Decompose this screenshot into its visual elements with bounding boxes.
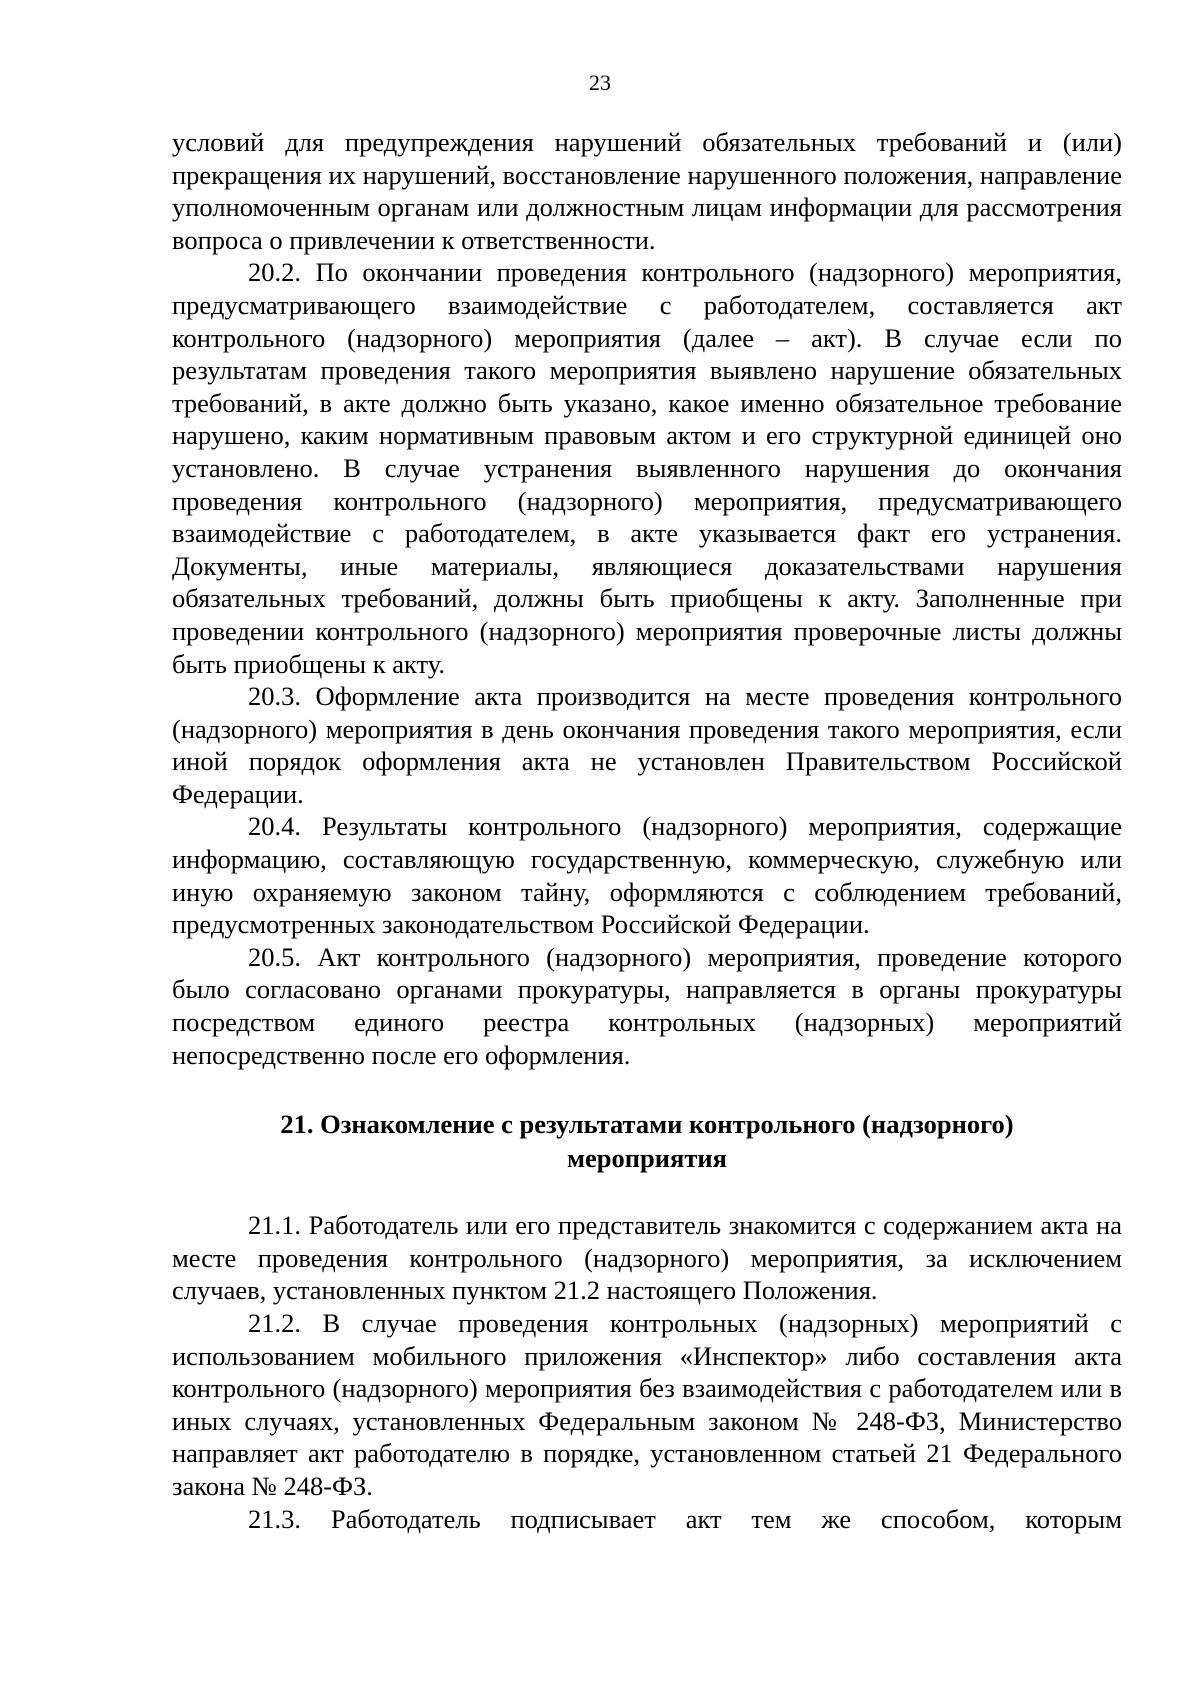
section-21-heading xyxy=(172,1107,1122,1175)
section-21-heading-line2: мероприятия xyxy=(566,1143,728,1174)
paragraph-20-3: 20.3. Оформление акта производится на месте проведения контрольного (надзорного) мероприятия в день окончания проведения такого мероприятия, если иной порядок оформления акта не установлен Правительством Российской Федерации. xyxy=(172,681,1122,809)
paragraph-21-3: 21.3. Работодатель подписывает акт тем же способом, которым xyxy=(248,1503,1122,1534)
section-21-heading-line1: 21. Ознакомление с результатами контрольного (надзорного) xyxy=(280,1109,1014,1140)
paragraph-20-1-continuation: условий для предупреждения нарушений обязательных требований и (или) прекращения их нарушений, восстановление нарушенного положения, направление уполномоченным органам или должностным лицам информации для рассмотрения вопроса о привлечении к ответственности. xyxy=(172,127,1122,255)
page-number: 23 xyxy=(589,70,611,95)
paragraph-21-1: 21.1. Работодатель или его представитель знакомится с содержанием акта на месте проведения контрольного (надзорного) мероприятия, за исключением случаев, установленных пунктом 21.2 настоящего Положения. xyxy=(172,1210,1122,1306)
paragraph-20-2: 20.2. По окончании проведения контрольного (надзорного) мероприятия, предусматривающего взаимодействие с работодателем, составляется акт контрольного (надзорного) мероприятия (далее – акт). В случае если по результатам проведения такого мероприятия выявлено нарушение обязательных требований, в акте должно быть указано, какое именно обязательное требование нарушено, каким нормативным правовым актом и его структурной единицей оно установлено. В случае устранения выявленного нарушения до окончания проведения контрольного (надзорного) мероприятия, предусматривающего взаимодействие с работодателем, в акте указывается факт его устранения. Документы, иные материалы, являющиеся доказательствами нарушения обязательных требований, должны быть приобщены к акту. Заполненные при проведении контрольного (надзорного) мероприятия проверочные листы должны быть приобщены к акту. xyxy=(172,257,1122,679)
paragraph-21-2: 21.2. В случае проведения контрольных (надзорных) мероприятий с использованием мобильного приложения «Инспектор» либо составления акта контрольного (надзорного) мероприятия без взаимодействия с работодателем или в иных случаях, установленных Федеральным законом № 248-ФЗ, Министерство направляет акт работодателю в порядке, установленном статьей 21 Федерального закона № 248-ФЗ. xyxy=(172,1308,1122,1501)
document-body xyxy=(172,126,1122,1535)
paragraph-20-5: 20.5. Акт контрольного (надзорного) мероприятия, проведение которого было согласовано органами прокуратуры, направляется в органы прокуратуры посредством единого реестра контрольных (надзорных) мероприятий непосредственно после его оформления. xyxy=(172,941,1122,1070)
paragraph-20-4: 20.4. Результаты контрольного (надзорного) мероприятия, содержащие информацию, составляющую государственную, коммерческую, служебную или иную охраняемую законом тайну, оформляются с соблюдением требований, предусмотренных законодательством Российской Федерации. xyxy=(172,811,1122,940)
